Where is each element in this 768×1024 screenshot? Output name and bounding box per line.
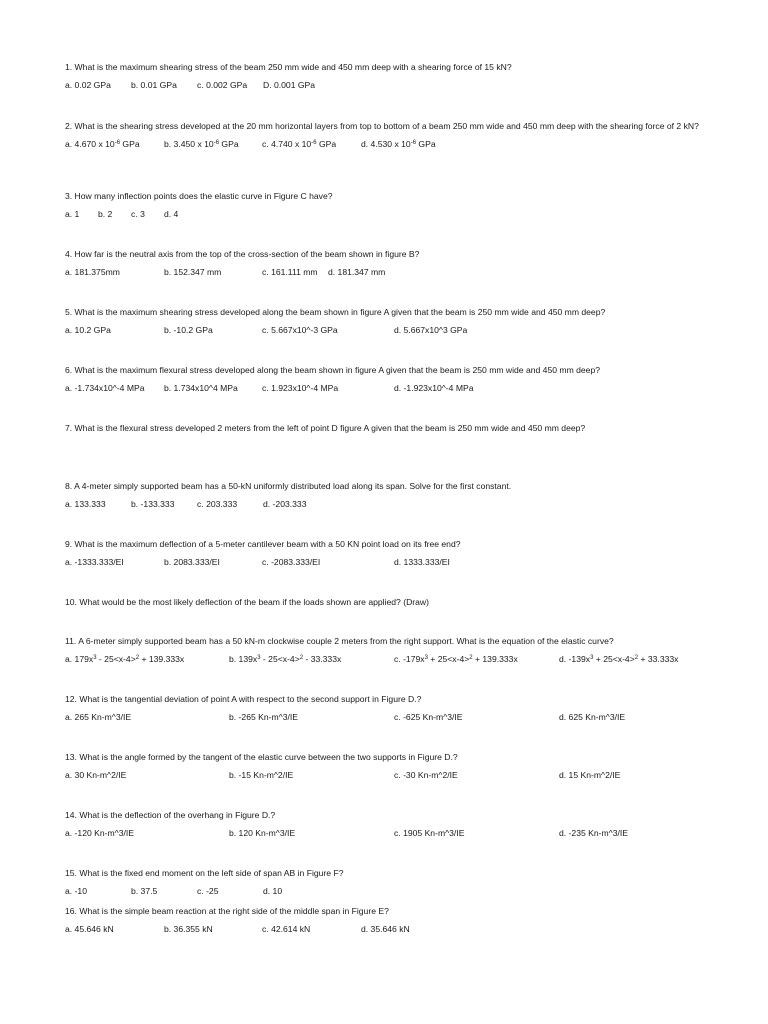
question-2-options [65,139,705,151]
question-11-stem: 11. A 6-meter simply supported beam has a 50 kN-m clockwise couple 2 meters from the right support. What is the equation of the elastic curve? [65,636,614,646]
question-2-stem: 2. What is the shearing stress developed at the 20 mm horizontal layers from top to bottom of a beam 250 mm wide and 450 mm deep with the shearing force of 2 kN? [65,121,699,131]
option-d: d. 1333.333/EI [394,557,450,567]
question-4-stem: 4. How far is the neutral axis from the top of the cross-section of the beam shown in figure B? [65,249,420,259]
question-5-stem: 5. What is the maximum shearing stress developed along the beam shown in figure A given that the beam is 250 mm wide and 450 mm deep? [65,307,606,317]
option-c: c. 1905 Kn-m^3/IE [394,828,465,838]
option-a: a. -1333.333/EI [65,557,124,567]
option-b: b. $139x^3 - 25<x-4>^2 - 33.333x$ [229,654,342,664]
option-d: d. 5.667x10^3 GPa [394,325,468,335]
question-10 [65,597,705,608]
option-d: d. 35.646 kN [361,924,410,934]
option-a: a. 181.375mm [65,267,120,277]
option-d: d. 15 Kn-m^2/IE [559,770,621,780]
question-4 [65,249,705,279]
option-d: d. 4.530 x $10^{-6}$ GPa [361,139,436,149]
option-d: d. -1.923x10^-4 MPa [394,383,474,393]
option-a: a. 265 Kn-m^3/IE [65,712,132,722]
question-3-options [65,209,705,221]
question-1-stem: 1. What is the maximum shearing stress of the beam 250 mm wide and 450 mm deep with a shearing force of 15 kN? [65,62,512,72]
question-14 [65,810,705,840]
option-c: c. 3 [131,209,145,219]
option-c: c. $-179x^3 + 25<x-4>^2 + 139.333x$ [394,654,518,664]
question-15-options [65,886,705,898]
question-11-options [65,654,705,666]
question-12 [65,694,705,724]
question-2 [65,121,705,151]
option-c: c. 1.923x10^-4 MPa [262,383,339,393]
question-5 [65,307,705,337]
option-c: c. 0.002 GPa [197,80,248,90]
question-7-stem: 7. What is the flexural stress developed 2 meters from the left of point D figure A given that the beam is 250 mm wide and 450 mm deep? [65,423,586,433]
question-6-options [65,383,705,395]
question-14-stem: 14. What is the deflection of the overhang in Figure D.? [65,810,276,820]
question-9 [65,539,705,569]
option-c: c. -2083.333/EI [262,557,321,567]
option-d: d. $-139x^3 + 25<x-4>^2 + 33.333x$ [559,654,679,664]
question-4-options [65,267,705,279]
question-13-options [65,770,705,782]
option-b: b. 2083.333/EI [164,557,220,567]
question-1-options [65,80,705,92]
question-16-options [65,924,705,936]
option-b: b. 120 Kn-m^3/IE [229,828,296,838]
question-13 [65,752,705,782]
question-7 [65,423,705,434]
option-a: a. -1.734x10^-4 MPa [65,383,145,393]
option-d: d. -235 Kn-m^3/IE [559,828,628,838]
question-15 [65,868,705,898]
question-9-options [65,557,705,569]
option-b: b. -15 Kn-m^2/IE [229,770,294,780]
question-15-stem: 15. What is the fixed end moment on the left side of span AB in Figure F? [65,868,344,878]
option-c: c. 203.333 [197,499,238,509]
question-8-stem: 8. A 4-meter simply supported beam has a 50-kN uniformly distributed load along its span. Solve for the first constant. [65,481,512,491]
option-a: a. -10 [65,886,87,896]
question-16-stem: 16. What is the simple beam reaction at the right side of the middle span in Figure E? [65,906,389,916]
option-a: a. 4.670 x $10^{-6}$ GPa [65,139,140,149]
option-c: c. 42.614 kN [262,924,311,934]
option-b: b. 0.01 GPa [131,80,177,90]
option-c: c. 4.740 x $10^{-6}$ GPa [262,139,337,149]
option-a: a. 30 Kn-m^2/IE [65,770,127,780]
option-b: b. 36.355 kN [164,924,213,934]
option-c: c. -25 [197,886,219,896]
option-c: c. -625 Kn-m^3/IE [394,712,463,722]
option-a: a. 10.2 GPa [65,325,111,335]
option-c: c. 5.667x10^-3 GPa [262,325,338,335]
option-d: d. 10 [263,886,283,896]
option-d: D. 0.001 GPa [263,80,316,90]
question-13-stem: 13. What is the angle formed by the tangent of the elastic curve between the two supports in Figure D.? [65,752,458,762]
question-14-options [65,828,705,840]
option-b: b. 152.347 mm [164,267,222,277]
question-9-stem: 9. What is the maximum deflection of a 5-meter cantilever beam with a 50 KN point load on its free end? [65,539,461,549]
option-b: b. 1.734x10^4 MPa [164,383,238,393]
option-a: a. 0.02 GPa [65,80,111,90]
option-a: a. $179x^3 - 25<x-4>^2 + 139.333x$ [65,654,185,664]
question-10-stem: 10. What would be the most likely deflection of the beam if the loads shown are applied? (Draw) [65,597,429,607]
option-b: b. -265 Kn-m^3/IE [229,712,298,722]
option-c: c. 161.111 mm [262,267,318,277]
question-12-options [65,712,705,724]
option-b: b. -133.333 [131,499,175,509]
option-b: b. -10.2 GPa [164,325,213,335]
option-a: a. 45.646 kN [65,924,114,934]
option-b: b. 2 [98,209,113,219]
option-b: b. 3.450 x $10^{-6}$ GPa [164,139,239,149]
question-12-stem: 12. What is the tangential deviation of point A with respect to the second support in Figure D.? [65,694,422,704]
option-d: d. 181.347 mm [328,267,386,277]
question-8-options [65,499,705,511]
option-d: d. 4 [164,209,179,219]
question-3 [65,191,705,221]
question-1 [65,62,705,92]
option-d: d. 625 Kn-m^3/IE [559,712,626,722]
option-c: c. -30 Kn-m^2/IE [394,770,458,780]
question-16 [65,906,705,936]
question-11 [65,636,705,666]
option-a: a. -120 Kn-m^3/IE [65,828,134,838]
question-8 [65,481,705,511]
question-6-stem: 6. What is the maximum flexural stress developed along the beam shown in figure A given that the beam is 250 mm wide and 450 mm deep? [65,365,601,375]
option-a: a. 1 [65,209,80,219]
option-b: b. 37.5 [131,886,158,896]
question-5-options [65,325,705,337]
question-3-stem: 3. How many inflection points does the elastic curve in Figure C have? [65,191,333,201]
option-a: a. 133.333 [65,499,106,509]
question-6 [65,365,705,395]
option-d: d. -203.333 [263,499,307,509]
